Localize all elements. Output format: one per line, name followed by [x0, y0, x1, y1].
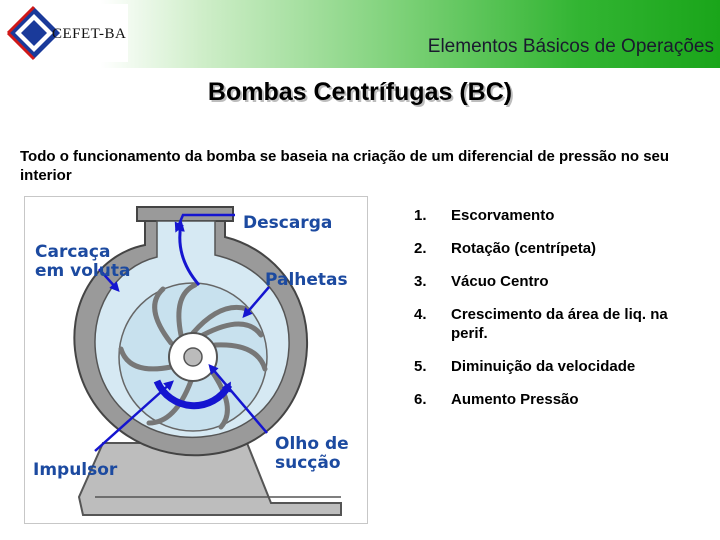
step-number: 2. [414, 240, 427, 257]
centrifugal-pump-illustration [25, 197, 367, 523]
step-1 [414, 206, 714, 225]
step-text: Diminuição da velocidade [451, 358, 636, 375]
step-number: 6. [414, 391, 427, 408]
label-palhetas: Palhetas [265, 270, 348, 290]
banner-title: Elementos Básicos de Operações [427, 36, 714, 57]
label-carcaca-2: em voluta [35, 261, 131, 281]
label-impulsor: Impulsor [33, 460, 118, 480]
intro-text: Todo o funcionamento da bomba se baseia na criação de um diferencial de pressão no seu interior [20, 148, 670, 184]
label-descarga: Descarga [243, 213, 333, 233]
process-steps-list [414, 206, 714, 409]
step-text: Escorvamento [451, 207, 555, 224]
label-olho-2: sucção [275, 453, 341, 473]
step-6 [414, 390, 714, 409]
label-carcaca-1: Carcaça [35, 242, 111, 262]
step-2 [414, 239, 714, 258]
label-olho-1: Olho de [275, 434, 349, 454]
step-text: Rotação (centrípeta) [451, 240, 597, 257]
step-text: Crescimento da área de liq. na perif. [451, 306, 668, 342]
step-text: Vácuo Centro [451, 273, 549, 290]
step-number: 1. [414, 207, 427, 224]
step-4 [414, 305, 714, 343]
step-number: 5. [414, 358, 427, 375]
logo-text: CEFET-BA [52, 26, 127, 42]
header-banner [0, 0, 720, 68]
step-number: 4. [414, 306, 427, 323]
step-3 [414, 272, 714, 291]
step-number: 3. [414, 273, 427, 290]
step-5 [414, 357, 714, 376]
slide-title: Bombas Centrífugas (BC) [207, 78, 513, 106]
step-text: Aumento Pressão [451, 391, 579, 408]
cefet-logo [4, 4, 128, 62]
pump-diagram [24, 196, 368, 524]
